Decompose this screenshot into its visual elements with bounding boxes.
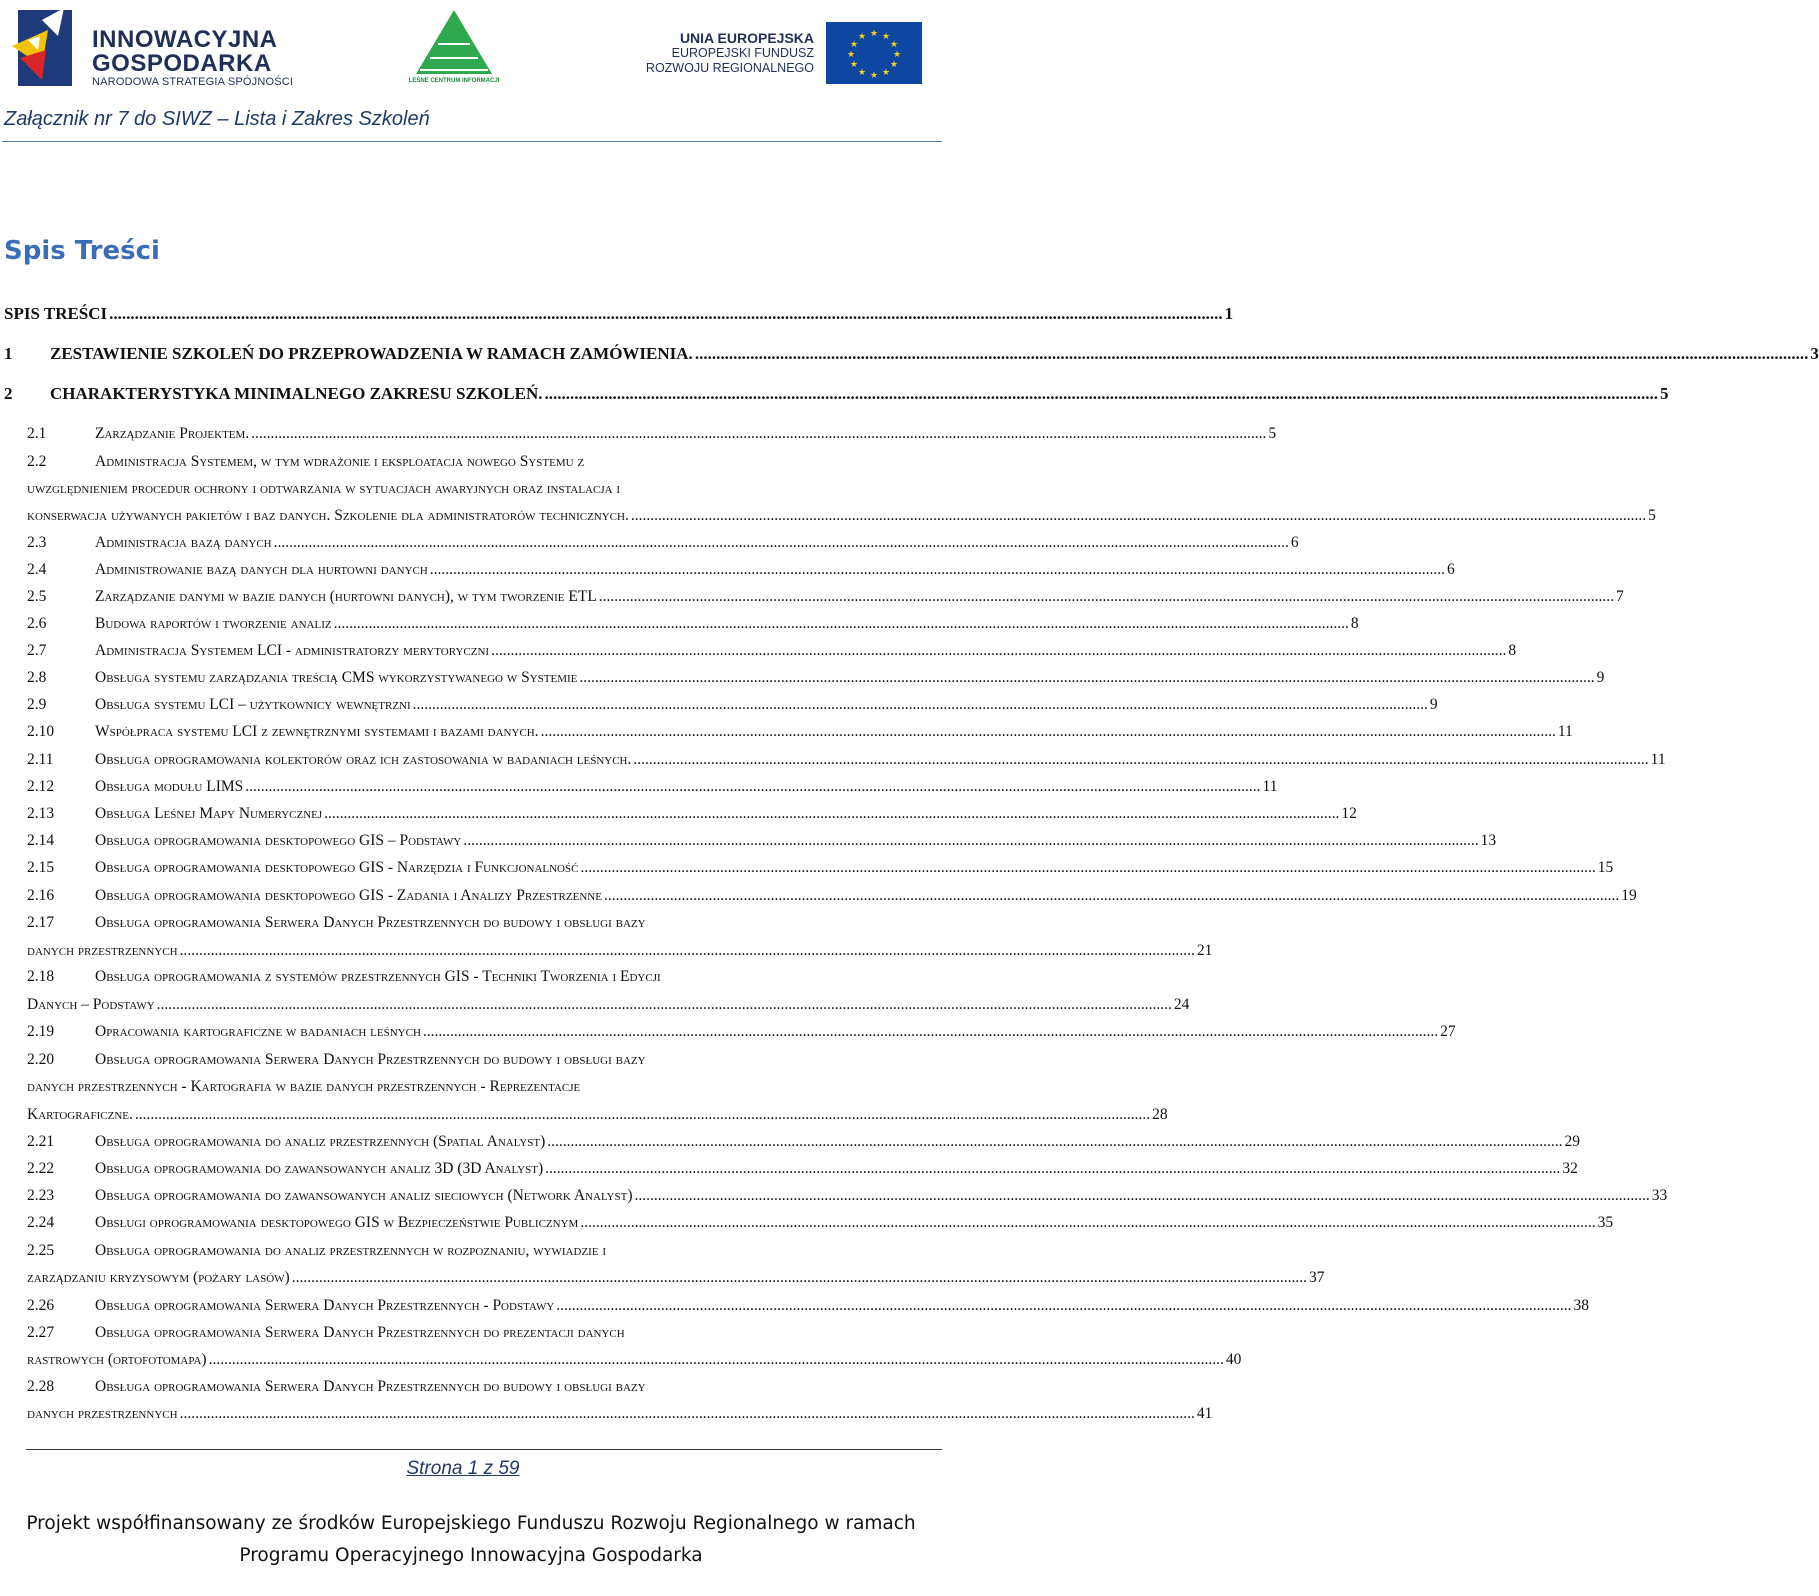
innowacyjna-gospodarka-logo	[12, 6, 312, 88]
toc-leader-dots	[245, 777, 1260, 797]
toc-entry-title: Obsługi oprogramowania desktopowego GIS w Bezpieczeństwie Publicznym	[95, 1214, 579, 1231]
toc-entry-page: 6	[1290, 534, 1299, 551]
toc-entry[interactable]	[27, 1377, 938, 1397]
toc-entry-number: 2.13	[27, 805, 55, 822]
toc-entry-title: Budowa raportów i tworzenie analiz	[95, 615, 332, 632]
toc-entry-title: Zarządzanie danymi w bazie danych (hurtowni danych), w tym tworzenie ETL	[95, 588, 597, 605]
toc-leader-dots	[580, 858, 1595, 878]
toc-entry-page: 3	[1810, 344, 1819, 363]
toc-entry-continuation	[27, 1268, 1325, 1288]
toc-entry-title: Obsługa oprogramowania desktopowego GIS – Podstawy	[95, 832, 462, 849]
toc-entry-continuation	[27, 506, 1656, 526]
toc-leader-dots	[631, 506, 1646, 526]
toc-entry-number: 2.4	[27, 561, 47, 578]
toc-entry-page: 8	[1350, 615, 1359, 632]
toc-entry-title-continued: zarządzaniu kryzysowym (pożary lasów)	[27, 1269, 290, 1286]
toc-leader-dots	[544, 384, 1658, 404]
toc-entry-page: 24	[1173, 996, 1190, 1013]
toc-entry-continuation	[27, 1105, 1168, 1125]
toc-entry-number: 2.22	[27, 1160, 55, 1177]
toc-entry-page: 9	[1596, 669, 1605, 686]
toc-leader-dots	[547, 1132, 1562, 1152]
toc-entry-number: 2.26	[27, 1297, 55, 1314]
toc-entry-page: 38	[1573, 1297, 1590, 1314]
tree-triangle-icon	[408, 8, 500, 80]
toc-entry[interactable]	[27, 804, 1357, 824]
toc-entry-page: 19	[1621, 887, 1637, 904]
lesne-centrum-informacji-logo	[408, 8, 500, 88]
toc-entry[interactable]	[27, 1132, 1581, 1152]
toc-entry-title-continued: danych przestrzennych - Kartografia w bazie danych przestrzennych - Reprezentacje	[27, 1078, 581, 1095]
toc-entry-page: 33	[1651, 1187, 1668, 1204]
toc-entry-number: 2.24	[27, 1214, 55, 1231]
document-header-title: Załącznik nr 7 do SIWZ – Lista i Zakres Szkoleń	[4, 108, 430, 130]
toc-entry-number: 2.23	[27, 1187, 55, 1204]
toc-entry-page: 37	[1308, 1269, 1325, 1286]
innowacyjna-gospodarka-emblem-icon	[12, 6, 76, 88]
toc-entry-number: 2.17	[27, 914, 55, 931]
toc-entry[interactable]	[27, 560, 1455, 580]
toc-entry-page: 11	[1650, 751, 1666, 768]
svg-text:★: ★	[889, 40, 899, 50]
page-indicator: Strona 1 z 59	[406, 1458, 520, 1479]
toc-entry[interactable]	[27, 750, 1666, 770]
toc-entry-number: 2.8	[27, 669, 47, 686]
toc-entry-number: 2.7	[27, 642, 47, 659]
toc-entry[interactable]	[27, 1296, 1590, 1316]
toc-entry-title: Obsługa oprogramowania do analiz przestrzennych (Spatial Analyst)	[95, 1133, 546, 1150]
toc-leader-dots	[251, 424, 1266, 444]
toc-leader-dots	[463, 831, 1478, 851]
toc-entry[interactable]	[27, 831, 1497, 851]
toc-entry-title: Obsługa systemu LCI – użytkownicy wewnętrzni	[95, 696, 411, 713]
toc-entry-title: Współpraca systemu LCI z zewnętrznymi systemami i bazami danych.	[95, 723, 539, 740]
toc-entry-title: SPIS TREŚCI	[4, 304, 108, 323]
toc-entry-page: 1	[1224, 304, 1234, 323]
toc-entry-page: 29	[1564, 1133, 1581, 1150]
toc-entry-title-continued: Danych – Podstawy	[27, 996, 155, 1013]
logo-right-line3: ROZWOJU REGIONALNEGO	[645, 61, 814, 75]
toc-entry-title: Obsługa oprogramowania Serwera Danych Przestrzennych do prezentacji danych	[95, 1324, 625, 1341]
toc-entry-title: Administracja Systemem, w tym wdrażonie i eksploatacja nowego Systemu z	[95, 453, 585, 470]
toc-leader-dots	[423, 1022, 1438, 1042]
toc-leader-dots	[209, 1350, 1224, 1370]
toc-entry-number: 2.16	[27, 887, 55, 904]
funding-line-2: Programu Operacyjnego Innowacyjna Gospodarka	[239, 1545, 703, 1566]
toc-leader-dots	[556, 1296, 1571, 1316]
toc-entry-continuation	[27, 995, 1190, 1015]
toc-entry-page: 13	[1480, 832, 1497, 849]
svg-text:★: ★	[857, 68, 867, 78]
toc-entry-title: ZESTAWIENIE SZKOLEŃ DO PRZEPROWADZENIA W RAMACH ZAMÓWIENIA.	[50, 344, 693, 363]
svg-text:★: ★	[889, 60, 899, 70]
toc-entry-title: Obsługa modułu LIMS	[95, 778, 244, 795]
toc-entry-continuation	[27, 941, 1213, 961]
toc-entry-title: Obsługa systemu zarządzania treścią CMS wykorzystywanego w Systemie	[95, 669, 578, 686]
toc-entry[interactable]	[4, 304, 1234, 324]
toc-entry-title: Obsługa oprogramowania do zawansowanych analiz 3D (3D Analyst)	[95, 1160, 544, 1177]
toc-entry[interactable]	[27, 614, 1359, 634]
funding-line-1: Projekt współfinansowany ze środków Europejskiego Funduszu Rozwoju Regionalnego w ramach	[26, 1513, 916, 1534]
toc-entry-page: 28	[1152, 1106, 1168, 1123]
toc-entry-continuation	[27, 1350, 1242, 1370]
toc-entry-title: Administracja bazą danych	[95, 534, 272, 551]
toc-leader-dots	[413, 695, 1428, 715]
toc-leader-dots	[157, 995, 1172, 1015]
toc-entry-number: 2.9	[27, 696, 47, 713]
toc-entry-number: 1	[4, 344, 13, 363]
toc-entry[interactable]	[27, 1213, 1614, 1233]
toc-entry-title: Obsługa oprogramowania do zawansowanych analiz sieciowych (Network Analyst)	[95, 1187, 633, 1204]
footer-divider	[26, 1449, 942, 1450]
eu-flag-icon	[826, 22, 922, 84]
toc-entry-continuation	[27, 1077, 938, 1097]
svg-text:★: ★	[881, 68, 891, 78]
toc-leader-dots	[599, 587, 1614, 607]
toc-entry-title: Obsługa oprogramowania kolektorów oraz ich zastosowania w badaniach leśnych.	[95, 751, 632, 768]
toc-entry-title: CHARAKTERYSTYKA MINIMALNEGO ZAKRESU SZKOLEŃ.	[50, 384, 543, 403]
toc-leader-dots	[292, 1268, 1307, 1288]
toc-entry-title-continued: uwzględnieniem procedur ochrony i odtwarzania w sytuacjach awaryjnych oraz instalacja i	[27, 480, 621, 497]
toc-entry-title: Administrowanie bazą danych dla hurtowni danych	[95, 561, 428, 578]
header-divider	[2, 141, 942, 142]
svg-text:★: ★	[857, 32, 867, 42]
toc-entry-title-continued: danych przestrzennych	[27, 942, 178, 959]
toc-entry-number: 2.19	[27, 1023, 55, 1040]
toc-leader-dots	[633, 750, 1648, 770]
toc-entry-number: 2.2	[27, 453, 47, 470]
toc-entry-number: 2.3	[27, 534, 47, 551]
toc-entry-title-continued: danych przestrzennych	[27, 1405, 178, 1422]
toc-entry[interactable]	[27, 1050, 938, 1070]
svg-text:★: ★	[881, 32, 891, 42]
toc-entry[interactable]	[27, 913, 938, 933]
toc-leader-dots	[635, 1186, 1650, 1206]
toc-entry-title: Obsługa oprogramowania Serwera Danych Przestrzennych do budowy i obsługi bazy	[95, 1378, 646, 1395]
toc-entry-page: 7	[1616, 588, 1624, 605]
toc-leader-dots	[579, 668, 1594, 688]
svg-text:★: ★	[869, 29, 879, 39]
toc-leader-dots	[180, 1404, 1195, 1424]
toc-entry[interactable]	[27, 668, 1605, 688]
toc-entry-number: 2.21	[27, 1133, 55, 1150]
toc-entry-number: 2.18	[27, 968, 55, 985]
toc-entry-number: 2.1	[27, 425, 47, 442]
funding-statement	[0, 1508, 942, 1572]
toc-entry-number: 2.14	[27, 832, 55, 849]
toc-entry[interactable]	[27, 886, 1637, 906]
toc-leader-dots	[135, 1105, 1150, 1125]
toc-entry-page: 11	[1557, 723, 1573, 740]
toc-entry[interactable]	[27, 777, 1278, 797]
logo-center-caption: LEŚNE CENTRUM INFORMACJI	[408, 78, 500, 84]
toc-entry[interactable]	[27, 641, 1517, 661]
toc-leader-dots	[180, 941, 1195, 961]
toc-entry-title: Obsługa oprogramowania desktopowego GIS - Zadania i Analizy Przestrzenne	[95, 887, 602, 904]
toc-entry-title: Obsługa oprogramowania Serwera Danych Przestrzennych - Podstawy	[95, 1297, 555, 1314]
toc-entry[interactable]	[27, 1186, 1668, 1206]
toc-entry-page: 21	[1196, 942, 1213, 959]
toc-entry-number: 2.11	[27, 751, 54, 768]
toc-entry-title: Obsługa oprogramowania do analiz przestrzennych w rozpoznaniu, wywiadzie i	[95, 1242, 607, 1259]
toc-leader-dots	[545, 1159, 1560, 1179]
toc-entry[interactable]	[27, 452, 938, 472]
toc-leader-dots	[109, 304, 1223, 324]
toc-entry-title: Obsługa Leśnej Mapy Numerycznej	[95, 805, 323, 822]
svg-text:★: ★	[846, 50, 856, 60]
toc-leader-dots	[334, 614, 1349, 634]
toc-entry[interactable]	[27, 587, 1624, 607]
svg-text:★: ★	[869, 71, 879, 81]
svg-text:★: ★	[849, 40, 859, 50]
toc-entry[interactable]	[27, 1022, 1456, 1042]
toc-entry[interactable]	[27, 967, 938, 987]
toc-entry-page: 5	[1659, 384, 1669, 403]
logo-right-line1: UNIA EUROPEJSKA	[679, 30, 814, 46]
toc-entry[interactable]	[4, 344, 1819, 364]
toc-entry-title: Obsługa oprogramowania z systemów przestrzennych GIS - Techniki Tworzenia i Edycji	[95, 968, 661, 985]
toc-leader-dots	[580, 1213, 1595, 1233]
toc-entry[interactable]	[4, 384, 1669, 404]
toc-entry-title-continued: konserwacja używanych pakietów i baz danych. Szkolenie dla administratorów technicznych.	[27, 507, 629, 524]
toc-leader-dots	[324, 804, 1339, 824]
toc-entry-number: 2.10	[27, 723, 55, 740]
svg-text:★: ★	[892, 50, 902, 60]
toc-entry-page: 6	[1447, 561, 1455, 578]
logo-right-line2: EUROPEJSKI FUNDUSZ	[671, 46, 814, 60]
toc-entry-title: Zarządzanie Projektem.	[95, 425, 250, 442]
toc-entry-page: 41	[1196, 1405, 1213, 1422]
toc-entry[interactable]	[27, 1241, 938, 1261]
toc-entry-number: 2.20	[27, 1051, 55, 1068]
eu-fund-logo	[645, 22, 940, 86]
toc-leader-dots	[541, 722, 1556, 742]
toc-entry-title-continued: rastrowych (ortofotomapa)	[27, 1351, 207, 1368]
toc-entry[interactable]	[27, 424, 1277, 444]
toc-entry-continuation	[27, 1404, 1213, 1424]
toc-entry[interactable]	[27, 722, 1573, 742]
toc-entry[interactable]	[27, 533, 1299, 553]
toc-entry-title: Opracowania kartograficzne w badaniach leśnych	[95, 1023, 421, 1040]
toc-leader-dots	[430, 560, 1445, 580]
toc-entry-page: 11	[1262, 778, 1278, 795]
logo-left-line2: GOSPODARKA	[92, 50, 272, 77]
toc-entry-page: 32	[1562, 1160, 1578, 1177]
toc-entry-number: 2.12	[27, 778, 55, 795]
toc-entry-page: 15	[1597, 859, 1614, 876]
toc-entry[interactable]	[27, 1323, 938, 1343]
toc-leader-dots	[274, 533, 1289, 553]
toc-heading: Spis Treści	[4, 236, 160, 266]
toc-entry-page: 5	[1648, 507, 1656, 524]
toc-leader-dots	[604, 886, 1619, 906]
logo-left-line3: NARODOWA STRATEGIA SPÓJNOŚCI	[92, 76, 294, 88]
toc-entry-page: 5	[1268, 425, 1277, 442]
toc-entry-page: 12	[1341, 805, 1357, 822]
toc-entry-number: 2.28	[27, 1378, 55, 1395]
toc-entry-number: 2	[4, 384, 13, 403]
toc-entry-number: 2.15	[27, 859, 55, 876]
toc-entry-title: Obsługa oprogramowania desktopowego GIS - Narzędzia i Funkcjonalność	[95, 859, 579, 876]
toc-entry-page: 40	[1225, 1351, 1242, 1368]
toc-entry-title-continued: Kartograficzne.	[27, 1106, 133, 1123]
toc-entry[interactable]	[27, 1159, 1578, 1179]
toc-entry-number: 2.27	[27, 1324, 55, 1341]
toc-leader-dots	[695, 344, 1809, 364]
toc-entry[interactable]	[27, 858, 1614, 878]
logo-left-line1: INNOWACYJNA	[92, 26, 278, 53]
toc-leader-dots	[491, 641, 1506, 661]
toc-entry-page: 9	[1429, 696, 1438, 713]
toc-entry-number: 2.6	[27, 615, 47, 632]
toc-entry-page: 35	[1597, 1214, 1614, 1231]
toc-entry-number: 2.25	[27, 1242, 55, 1259]
toc-entry-title: Obsługa oprogramowania Serwera Danych Przestrzennych do budowy i obsługi bazy	[95, 914, 646, 931]
toc-entry-page: 27	[1440, 1023, 1456, 1040]
toc-entry-page: 8	[1508, 642, 1517, 659]
toc-entry-continuation	[27, 479, 938, 499]
toc-entry-title: Obsługa oprogramowania Serwera Danych Przestrzennych do budowy i obsługi bazy	[95, 1051, 646, 1068]
svg-text:★: ★	[849, 60, 859, 70]
toc-entry[interactable]	[27, 695, 1438, 715]
toc-entry-title: Administracja Systemem LCI - administratorzy merytoryczni	[95, 642, 490, 659]
toc-entry-number: 2.5	[27, 588, 47, 605]
